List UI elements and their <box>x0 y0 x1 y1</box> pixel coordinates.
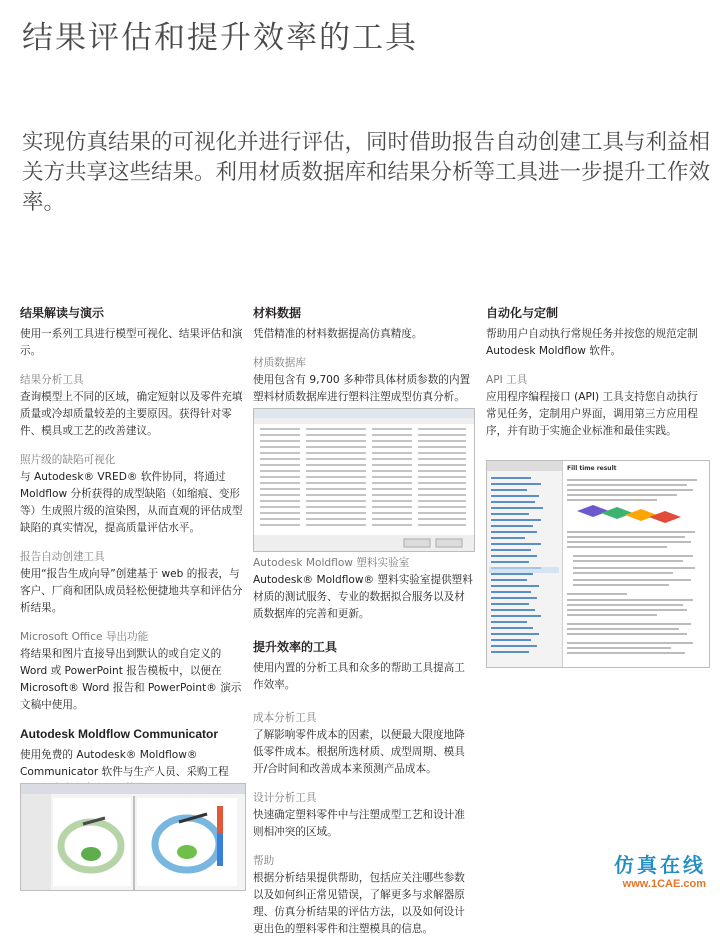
subsection-body: 使用“报告生成向导”创建基于 web 的报表，与客户、厂商和团队成员轻松便捷地共享和评估分析结果。 <box>20 568 243 614</box>
subsection-title: 结果分析工具 <box>20 374 84 386</box>
section-body: 帮助用户自动执行常规任务并按您的规范定制 Autodesk Moldflow 软件。 <box>486 328 698 357</box>
database-table-image <box>254 409 474 551</box>
subsection-body: 应用程序编程接口 (API) 工具支持您自动执行常见任务，定制用户界面，调用第三方应用程序，并有助于实施企业标准和最佳实践。 <box>486 391 698 437</box>
help-toc-image <box>487 461 562 667</box>
subsection-body: 将结果和图片直接导出到默认的或自定义的 Word 或 PowerPoint 报告模板中，以便在 Microsoft® Word 报告和 PowerPoint® 演示文稿中使用。 <box>20 648 242 711</box>
subsection-body: 根据分析结果提供帮助，包括应关注哪些参数以及如何纠正常见错误，了解更多与求解器原理、仿真分析结果的评估方法，以及如何设计更出色的塑料零件和注塑模具的信息。 <box>253 872 465 935</box>
subsection-body: 查询模型上不同的区域，确定短射以及零件充填质量或冷却质量较差的主要原因。获得针对零件、模具或工艺的改善建议。 <box>20 391 243 437</box>
section-title: Autodesk Moldflow Communicator <box>20 727 218 741</box>
column-1 <box>20 305 246 866</box>
subsection-body: 与 Autodesk® VRED® 软件协同，将通过 Moldflow 分析获得的成型缺陷（如缩痕、变形等）生成照片级的渲染图，从而直观的评估成型缺陷的真实情况，提高质量评估水平。 <box>20 471 243 534</box>
column-2 <box>253 305 475 406</box>
subsection-title: 成本分析工具 <box>253 712 317 724</box>
section-body: 凭借精准的材料数据提高仿真精度。 <box>253 328 423 340</box>
subsection-body: 了解影响零件成本的因素，以便最大限度地降低零件成本。根据所选材质、成型周期、模具开/合时间和改善成本来预测产品成本。 <box>253 729 465 775</box>
subsection-title: 报告自动创建工具 <box>20 551 105 563</box>
help-sidebar <box>487 461 563 667</box>
watermark-url: www.1CAE.com <box>622 878 706 890</box>
watermark-logo <box>614 849 706 890</box>
subsection-title: 设计分析工具 <box>253 792 317 804</box>
section-body: 使用内置的分析工具和众多的帮助工具提高工作效率。 <box>253 662 465 691</box>
help-content-image <box>567 477 705 665</box>
column-2-lower <box>253 555 475 938</box>
section-body: 使用一系列工具进行模型可视化、结果评估和演示。 <box>20 328 243 357</box>
subsection-body: Autodesk® Moldflow® 塑料实验室提供塑料材质的测试服务、专业的数据拟合服务以及材质数据库的完善和更新。 <box>253 574 473 620</box>
section-title: 自动化与定制 <box>486 306 559 320</box>
subsection-body: 快速确定塑料零件中与注塑成型工艺和设计准则相冲突的区域。 <box>253 809 465 838</box>
subsection-title: Autodesk Moldflow 塑料实验室 <box>253 557 410 569</box>
intro-paragraph: 实现仿真结果的可视化并进行评估，同时借助报告自动创建工具与利益相关方共享这些结果。利用材质数据库和结果分析等工具进一步提升工作效率。 <box>22 130 711 215</box>
subsection-title: API 工具 <box>486 374 528 386</box>
subsection-title: 照片级的缺陷可视化 <box>20 454 116 466</box>
column-3 <box>486 305 708 440</box>
wheel-render-image <box>21 784 245 890</box>
section-title: 提升效率的工具 <box>253 640 338 654</box>
page-title: 结果评估和提升效率的工具 <box>22 20 418 56</box>
help-browser-screenshot <box>486 460 710 668</box>
help-heading: Fill time result <box>567 465 617 472</box>
subsection-title: 材质数据库 <box>253 357 306 369</box>
watermark-title: 仿真在线 <box>614 853 706 877</box>
section-body: 使用免费的 Autodesk® Moldflow® Communicator 软件与生产人员、采购工程 <box>20 749 229 778</box>
material-database-screenshot <box>253 408 475 552</box>
section-title: 材料数据 <box>253 306 302 320</box>
subsection-title: Microsoft Office 导出功能 <box>20 631 149 643</box>
subsection-body: 使用包含有 9,700 多种带具体材质参数的内置塑料材质数据库进行塑料注塑成型仿真分析。 <box>253 374 471 403</box>
communicator-screenshot <box>20 783 246 891</box>
section-title: 结果解读与演示 <box>20 306 105 320</box>
subsection-title: 帮助 <box>253 855 275 867</box>
